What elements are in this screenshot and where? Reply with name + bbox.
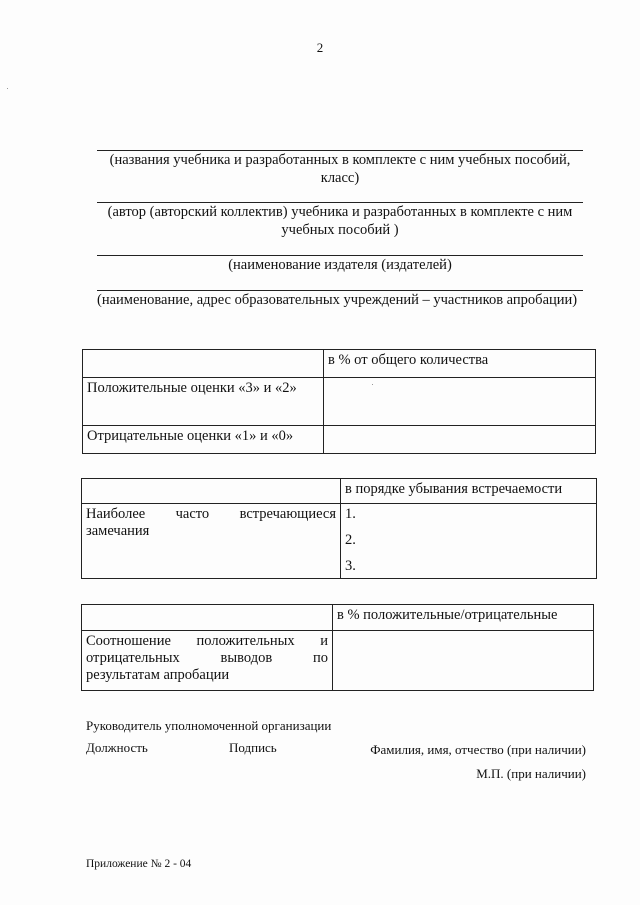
remarks-table-header: в порядке убывания встречаемости bbox=[341, 479, 597, 504]
signature-title: Руководитель уполномоченной организации bbox=[86, 718, 332, 733]
ratio-table bbox=[81, 604, 594, 691]
scan-speck bbox=[372, 384, 373, 385]
signature-label: Подпись bbox=[229, 740, 277, 755]
ratio-value bbox=[333, 631, 594, 691]
publisher-caption: (наименование издателя (издателей) bbox=[228, 257, 452, 273]
grades-positive-value bbox=[324, 378, 596, 426]
institutions-caption: (наименование, адрес образовательных учреждений – участников апробации) bbox=[97, 292, 578, 308]
ratio-label: Соотношение положительных и отрицательных выводов по результатам апробации bbox=[82, 631, 333, 691]
remark-item-2: 2. bbox=[345, 532, 356, 548]
page-number: 2 bbox=[316, 40, 324, 55]
textbook-caption: (названия учебника и разработанных в комплекте с ним учебных пособий, класс) bbox=[109, 152, 571, 186]
ratio-table-corner bbox=[82, 605, 333, 631]
remark-item-1: 1. bbox=[345, 506, 356, 522]
grades-negative-label: Отрицательные оценки «1» и «0» bbox=[83, 426, 324, 454]
remarks-items bbox=[341, 504, 597, 579]
grades-table bbox=[82, 349, 596, 454]
remarks-table-corner bbox=[82, 479, 341, 504]
grades-negative-value bbox=[324, 426, 596, 454]
grades-table-corner bbox=[83, 350, 324, 378]
remarks-table bbox=[81, 478, 597, 579]
remarks-label: Наиболее часто встречающиеся замечания bbox=[82, 504, 341, 579]
appendix-footer: Приложение № 2 - 04 bbox=[86, 858, 192, 870]
grades-positive-label: Положительные оценки «3» и «2» bbox=[83, 378, 324, 426]
author-caption: (автор (авторский коллектив) учебника и разработанных в комплекте с ним учебных пособий ) bbox=[107, 204, 573, 238]
grades-table-header: в % от общего количества bbox=[324, 350, 596, 378]
stamp-label: М.П. (при наличии) bbox=[476, 766, 586, 781]
scan-speck bbox=[7, 88, 8, 89]
ratio-table-header: в % положительные/отрицательные bbox=[333, 605, 594, 631]
remark-item-3: 3. bbox=[345, 558, 356, 574]
position-label: Должность bbox=[86, 740, 148, 755]
full-name-label: Фамилия, имя, отчество (при наличии) bbox=[370, 742, 586, 757]
